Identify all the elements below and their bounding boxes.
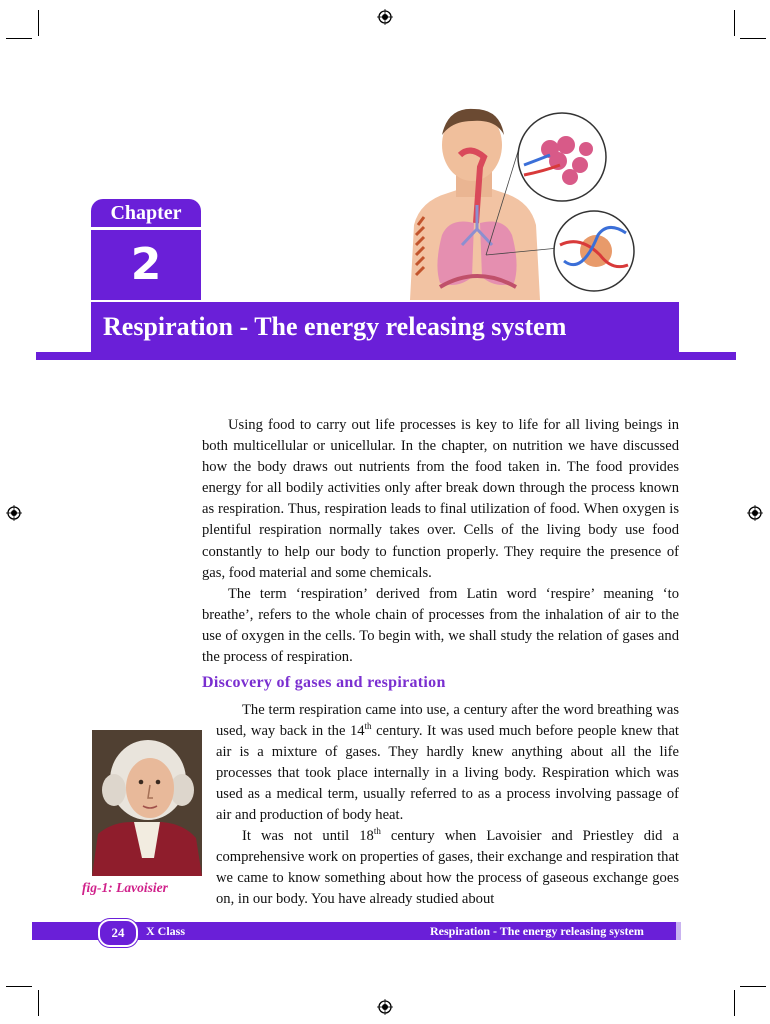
respiratory-system-illustration bbox=[400, 105, 640, 300]
page-number: 24 bbox=[98, 919, 138, 947]
registration-mark-icon bbox=[377, 999, 393, 1015]
crop-mark bbox=[734, 10, 735, 36]
registration-mark-icon bbox=[6, 505, 22, 521]
intro-paragraph: The term ‘respiration’ derived from Latin word ‘respire’ meaning ‘to breathe’, refers to the whole chain of processes from the inhalation of air to the use of oxygen in the cells. To begin with, we shall study the relation of gases and the process of respiration. bbox=[202, 586, 679, 666]
section-paragraph: It was not until 18th century when Lavoisier and Priestley did a comprehensive work on properties of gases, their exchange and respiration that we came to know something about how the process of gaseous exchange goes on, in our body. You have already studied about bbox=[216, 826, 679, 908]
crop-mark bbox=[38, 990, 39, 1016]
crop-mark bbox=[740, 38, 766, 39]
chapter-label: Chapter bbox=[91, 199, 201, 227]
footer-bar-end bbox=[676, 922, 681, 940]
crop-mark bbox=[734, 990, 735, 1016]
figure-caption: fig-1: Lavoisier bbox=[82, 880, 168, 895]
footer-running-title: Respiration - The energy releasing system bbox=[430, 924, 644, 938]
header-rule bbox=[36, 352, 736, 360]
lavoisier-portrait bbox=[92, 730, 202, 876]
chapter-title: Respiration - The energy releasing system bbox=[91, 302, 679, 352]
crop-mark bbox=[38, 10, 39, 36]
registration-mark-icon bbox=[377, 9, 393, 25]
registration-mark-icon bbox=[747, 505, 763, 521]
chapter-number: 2 bbox=[91, 230, 201, 300]
footer-class-label: X Class bbox=[146, 924, 186, 938]
intro-paragraph: Using food to carry out life processes is key to life for all living beings in both multicellular or unicellular. In the chapter, on nutrition we have discussed how the body draws out nutrients from the food taken in. The food provides energy for all bodily activities only after break down through the process known as respiration. Thus, respiration leads to final utilization of food. When oxygen is plentiful respiration normally takes over. Cells of the living body use food constantly to help our body to function properly. They require the presence of gas, food material and some chemicals. bbox=[202, 417, 679, 581]
section-paragraph: The term respiration came into use, a century after the word breathing was used, way back in the 14th century. It was used much before people knew that air is a mixture of gases. They hardly knew anything about all the life processes that took place internally in a living body. Respiration which was used as a medical term, usually referred to as a process involving passage of air and production of body heat. bbox=[216, 702, 679, 824]
crop-mark bbox=[6, 986, 32, 987]
crop-mark bbox=[6, 38, 32, 39]
crop-mark bbox=[740, 986, 766, 987]
section-heading: Discovery of gases and respiration bbox=[202, 674, 446, 691]
